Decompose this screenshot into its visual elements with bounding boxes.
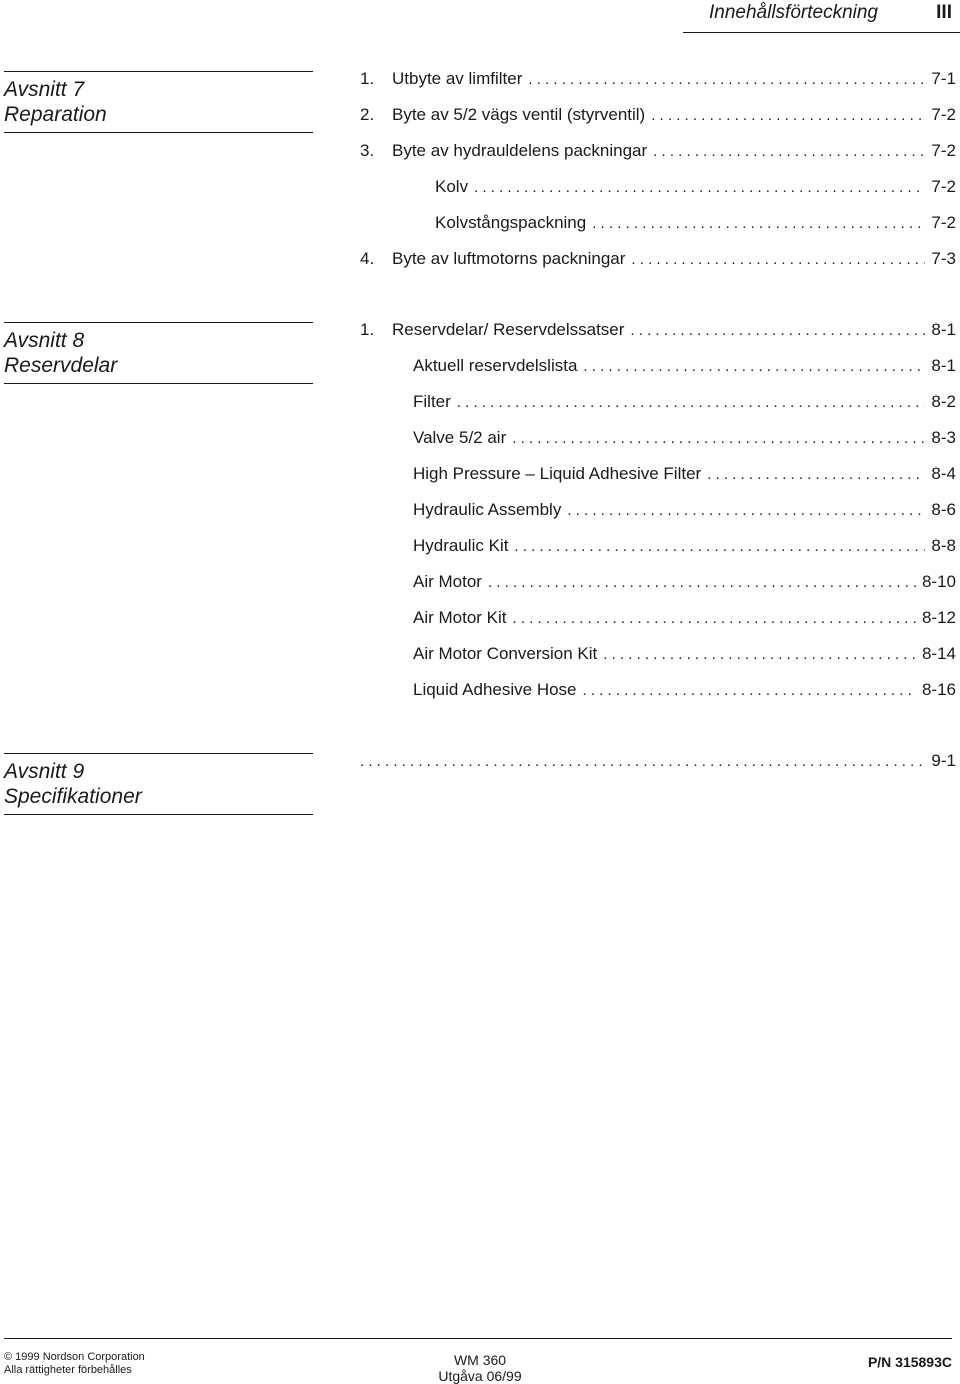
dot-leader — [488, 571, 916, 595]
toc-entry-text: Valve 5/2 air — [413, 428, 507, 447]
toc-entry[interactable] — [413, 498, 956, 522]
toc-entry-page: 7-2 — [931, 213, 956, 232]
toc-entry-text: Air Motor Kit — [413, 608, 507, 627]
section-label-line1: Avsnitt 8 — [4, 329, 85, 352]
toc-entry[interactable] — [435, 211, 956, 235]
toc-entry-page: 9-1 — [931, 751, 956, 770]
dot-leader — [528, 68, 925, 92]
toc-entry-text: Air Motor Conversion Kit — [413, 644, 598, 663]
toc-entry[interactable] — [360, 247, 956, 271]
footer-copyright-block — [4, 1351, 145, 1377]
toc-entry[interactable] — [413, 606, 956, 630]
toc-entry-text: Hydraulic Kit — [413, 536, 509, 555]
page-header — [0, 0, 960, 26]
toc-entry-page: 8-12 — [921, 608, 956, 627]
toc-entry-text: Kolv — [435, 177, 469, 196]
toc-entry-page: 8-1 — [931, 320, 956, 339]
header-page-number: III — [936, 2, 952, 23]
footer-rule — [4, 1338, 952, 1339]
toc-entry-page: 8-2 — [931, 392, 956, 411]
dot-leader — [707, 463, 925, 487]
toc-entry-text: Liquid Adhesive Hose — [413, 680, 577, 699]
toc-entry[interactable] — [435, 175, 956, 199]
toc-entry-text: Byte av hydrauldelens packningar — [392, 141, 648, 160]
toc-entry-number: 1. — [360, 69, 375, 88]
toc-entry[interactable] — [360, 139, 956, 163]
toc-entry[interactable] — [360, 67, 956, 91]
toc-entry-page: 7-2 — [931, 141, 956, 160]
toc-entry-page: 8-14 — [921, 644, 956, 663]
toc-entry-text: Filter — [413, 392, 451, 411]
toc-entry[interactable] — [413, 642, 956, 666]
toc-entry[interactable] — [413, 354, 956, 378]
footer-part-number: P/N 315893C — [867, 1354, 952, 1370]
toc-entry-number: 3. — [360, 141, 375, 160]
toc-entry[interactable] — [413, 678, 956, 702]
toc-entry[interactable] — [360, 318, 956, 342]
toc-entry-text: Byte av 5/2 vägs ventil (styrventil) — [392, 105, 646, 124]
toc-entry-text: Air Motor — [413, 572, 482, 591]
toc-entry-page: 7-3 — [931, 249, 956, 268]
footer-center-block — [400, 1352, 560, 1384]
toc-entry[interactable] — [413, 462, 956, 486]
toc-entry-text: Reservdelar/ Reservdelssatser — [392, 320, 625, 339]
footer-model: WM 360 — [453, 1352, 507, 1368]
section-label — [4, 322, 313, 384]
dot-leader — [583, 679, 916, 703]
toc-entry-text: Aktuell reservdelslista — [413, 356, 578, 375]
section-label — [4, 71, 313, 133]
section-label-line1: Avsnitt 7 — [4, 78, 85, 101]
footer-rights: Alla rättigheter förbehålles — [4, 1364, 132, 1376]
toc-entry-text: Utbyte av limfilter — [392, 69, 523, 88]
header-rule — [683, 32, 960, 33]
toc-entry[interactable] — [360, 103, 956, 127]
section-label-line2: Specifikationer — [4, 785, 142, 808]
dot-leader — [592, 212, 925, 236]
toc-entry-page: 8-10 — [921, 572, 956, 591]
dot-leader — [457, 391, 926, 415]
dot-leader — [631, 248, 925, 272]
toc-entry-text: Kolvstångspackning — [435, 213, 587, 232]
dot-leader — [512, 427, 925, 451]
dot-leader — [603, 643, 916, 667]
dot-leader — [474, 176, 925, 200]
section-label — [4, 753, 313, 815]
footer-copyright: © 1999 Nordson Corporation — [4, 1351, 145, 1363]
dot-leader — [514, 535, 925, 559]
toc-entry-page: 7-2 — [931, 177, 956, 196]
toc-entry[interactable] — [413, 570, 956, 594]
dot-leader — [567, 499, 925, 523]
toc-entry-page: 8-16 — [921, 680, 956, 699]
dot-leader — [653, 140, 925, 164]
toc-entry-number: 1. — [360, 320, 375, 339]
toc-entry[interactable] — [413, 426, 956, 450]
toc-entry-page: 8-4 — [931, 464, 956, 483]
toc-entry[interactable] — [413, 534, 956, 558]
toc-entry-page: 8-3 — [931, 428, 956, 447]
section-label-line2: Reparation — [4, 103, 107, 126]
toc-entry[interactable] — [413, 390, 956, 414]
header-title: Innehållsförteckning — [709, 2, 878, 23]
toc-entry[interactable] — [360, 749, 956, 773]
toc-entry-number: 2. — [360, 105, 375, 124]
toc-entry-text: Byte av luftmotorns packningar — [392, 249, 626, 268]
dot-leader — [360, 750, 925, 774]
section-label-line1: Avsnitt 9 — [4, 760, 85, 783]
dot-leader — [513, 607, 916, 631]
toc-entry-text: High Pressure – Liquid Adhesive Filter — [413, 464, 702, 483]
section-label-line2: Reservdelar — [4, 354, 118, 377]
dot-leader — [651, 104, 925, 128]
toc-entry-number: 4. — [360, 249, 375, 268]
toc-entry-page: 8-1 — [931, 356, 956, 375]
dot-leader — [630, 319, 925, 343]
dot-leader — [583, 355, 925, 379]
toc-entry-page: 7-1 — [931, 69, 956, 88]
toc-entry-page: 8-6 — [931, 500, 956, 519]
toc-entry-page: 8-8 — [931, 536, 956, 555]
toc-entry-page: 7-2 — [931, 105, 956, 124]
toc-entry-text: Hydraulic Assembly — [413, 500, 562, 519]
footer-edition: Utgåva 06/99 — [438, 1368, 522, 1384]
